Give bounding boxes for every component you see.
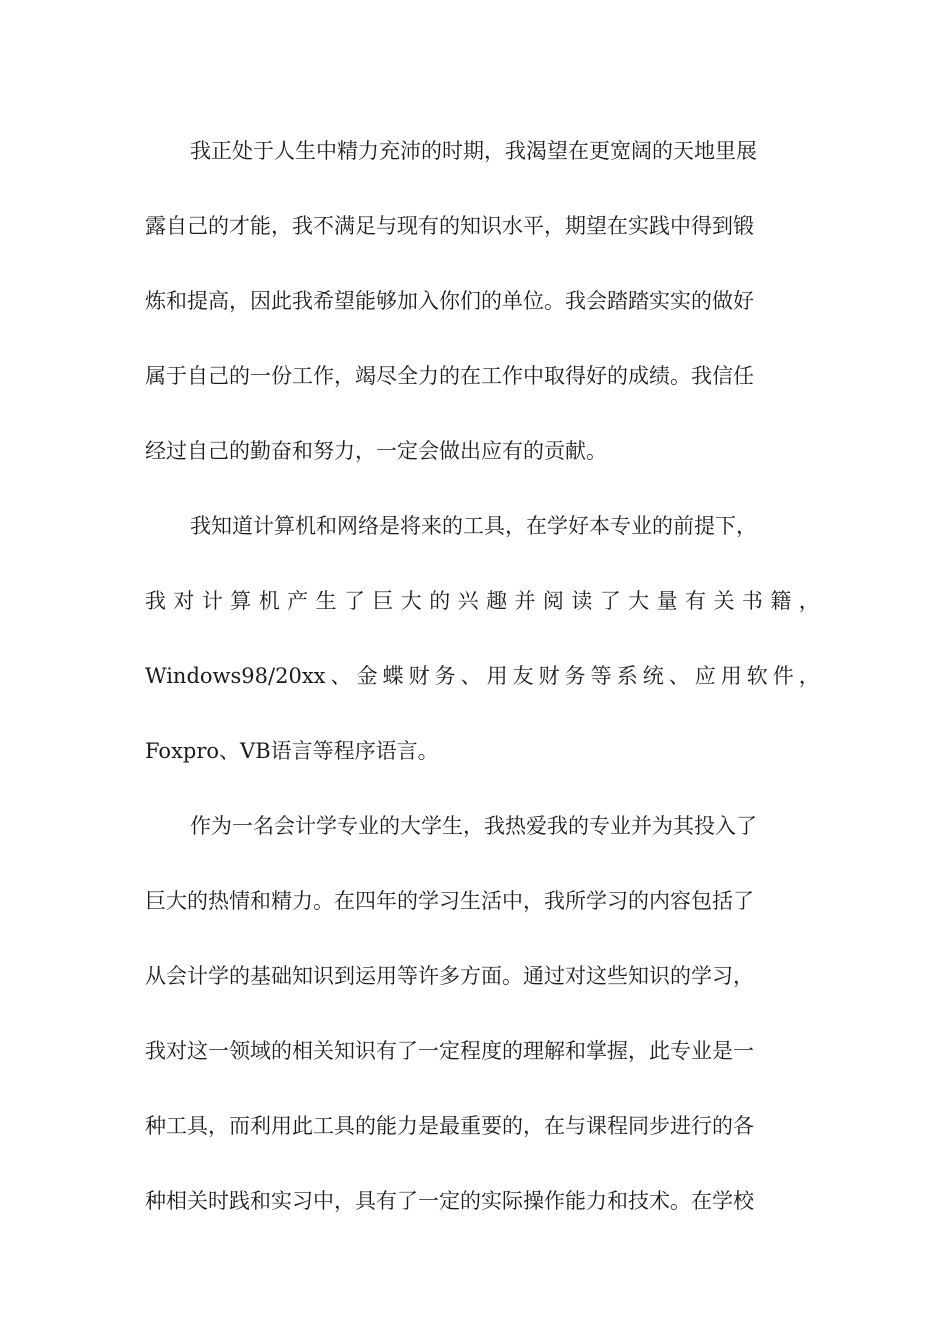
paragraph-3-line-1: 作为一名会计学专业的大学生，我热爱我的专业并为其投入了 <box>190 814 757 838</box>
paragraph-1-line-2: 露自己的才能，我不满足与现有的知识水平，期望在实践中得到锻 <box>145 214 754 238</box>
paragraph-3-line-3: 从会计学的基础知识到运用等许多方面。通过对这些知识的学习， <box>145 964 754 988</box>
paragraph-3-line-5: 种工具，而利用此工具的能力是最重要的，在与课程同步进行的各 <box>145 1114 754 1138</box>
paragraph-1-line-3: 炼和提高，因此我希望能够加入你们的单位。我会踏踏实实的做好 <box>145 289 754 313</box>
paragraph-3-line-4: 我对这一领域的相关知识有了一定程度的理解和掌握，此专业是一 <box>145 1039 754 1063</box>
paragraph-1-line-5: 经过自己的勤奋和努力，一定会做出应有的贡献。 <box>145 439 607 463</box>
paragraph-2-line-3: Windows98/20xx 、 金 蝶 财 务 、 用 友 财 务 等 系 统 、 应 用 软 件 ， <box>145 664 820 688</box>
paragraph-2-line-2: 我 对 计 算 机 产 生 了 巨 大 的 兴 趣 并 阅 读 了 大 量 有 关 书 籍 ， <box>145 589 820 613</box>
paragraph-2-line-1: 我知道计算机和网络是将来的工具，在学好本专业的前提下， <box>190 514 757 538</box>
paragraph-1-line-1: 我正处于人生中精力充沛的时期，我渴望在更宽阔的天地里展 <box>190 139 757 163</box>
paragraph-3-line-6: 种相关时践和实习中，具有了一定的实际操作能力和技术。在学校 <box>145 1189 754 1213</box>
paragraph-3-line-2: 巨大的热情和精力。在四年的学习生活中，我所学习的内容包括了 <box>145 889 754 913</box>
paragraph-2-line-4: Foxpro、VB语言等程序语言。 <box>145 739 439 763</box>
paragraph-1-line-4: 属于自己的一份工作，竭尽全力的在工作中取得好的成绩。我信任 <box>145 364 754 388</box>
